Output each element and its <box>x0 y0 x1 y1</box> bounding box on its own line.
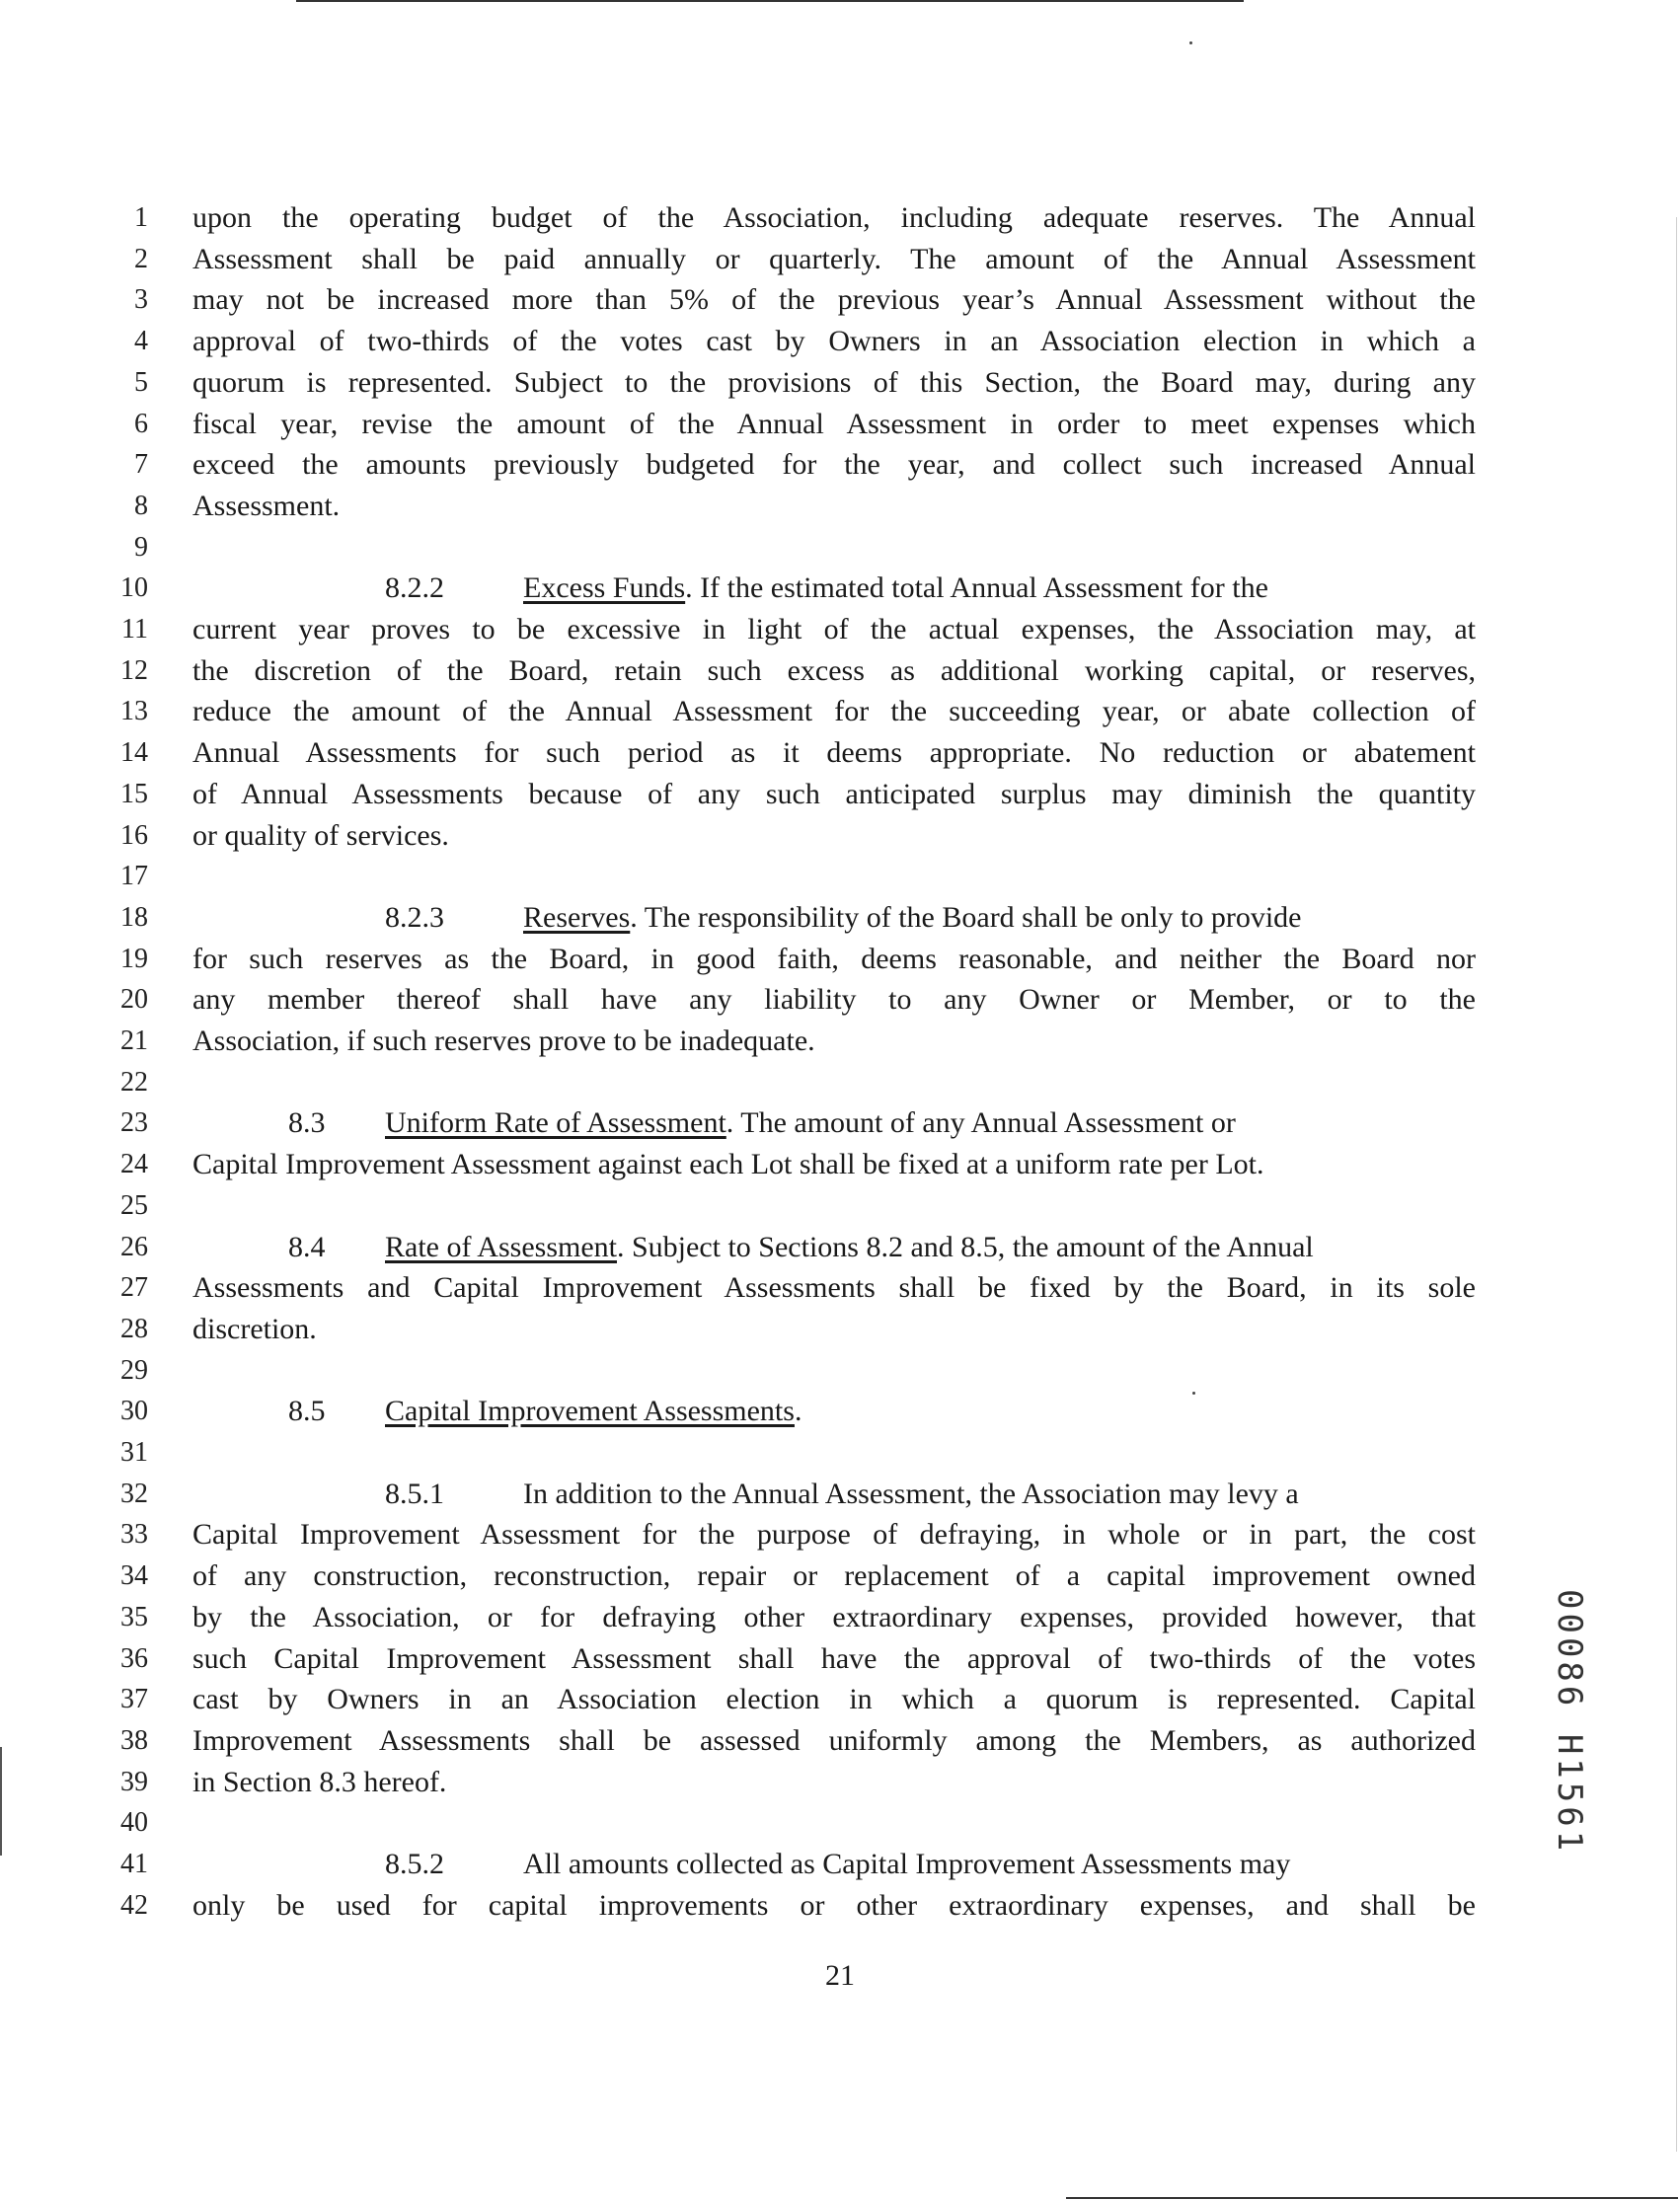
line-number: 28 <box>120 1313 148 1344</box>
line-number: 40 <box>120 1807 148 1839</box>
line-text <box>192 1474 1476 1514</box>
section-number: 8.3 <box>288 1106 326 1140</box>
document-line <box>0 527 1680 568</box>
document-line <box>0 1638 1680 1679</box>
line-number: 14 <box>120 737 148 769</box>
line-number: 1 <box>134 202 148 233</box>
document-line <box>0 486 1680 526</box>
section-text: . The amount of any Annual Assessment or <box>725 1106 1236 1140</box>
section-title: Excess Funds <box>523 571 686 605</box>
line-text: Assessments and Capital Improvement Assessments shall be fixed by the Board, in its sole <box>192 1271 1476 1305</box>
line-text: any member thereof shall have any liability to any Owner or Member, or to the <box>192 983 1476 1017</box>
document-line <box>0 1432 1680 1473</box>
line-text <box>192 1227 1476 1267</box>
line-number: 25 <box>120 1189 148 1221</box>
line-text <box>192 897 1476 938</box>
document-line <box>0 568 1680 608</box>
line-number: 7 <box>134 449 148 481</box>
line-number: 4 <box>134 326 148 357</box>
line-number: 23 <box>120 1107 148 1139</box>
line-number: 26 <box>120 1231 148 1262</box>
line-text: approval of two-thirds of the votes cast by Owners in an Association election in which a <box>192 325 1476 358</box>
line-text: reduce the amount of the Annual Assessment for the succeeding year, or abate collection of <box>192 695 1476 728</box>
document-line <box>0 1021 1680 1061</box>
document-line <box>0 239 1680 279</box>
line-text: current year proves to be excessive in light of the actual expenses, the Association may, at <box>192 613 1476 645</box>
document-line <box>0 1309 1680 1349</box>
scan-bottom-rule <box>1066 2197 1678 2199</box>
line-number: 2 <box>134 243 148 274</box>
document-line <box>0 1720 1680 1761</box>
line-number: 29 <box>120 1354 148 1386</box>
line-number: 35 <box>120 1601 148 1632</box>
line-number: 30 <box>120 1396 148 1427</box>
line-text: Association, if such reserves prove to be inadequate. <box>192 1024 815 1057</box>
line-text <box>192 1844 1476 1884</box>
document-line <box>0 1062 1680 1102</box>
side-stamp: 00086 H1561 <box>1550 1589 1589 1856</box>
document-line <box>0 897 1680 938</box>
line-text: Assessment shall be paid annually or quarterly. The amount of the Annual Assessment <box>192 242 1476 275</box>
section-text: . <box>794 1395 802 1428</box>
page-number: 21 <box>825 1959 855 1992</box>
line-text: the discretion of the Board, retain such excess as additional working capital, or reserves, <box>192 653 1476 687</box>
scan-top-rule <box>296 0 1244 2</box>
line-text: upon the operating budget of the Association, including adequate reserves. The Annual <box>192 201 1476 234</box>
line-text <box>192 568 1476 608</box>
line-text: such Capital Improvement Assessment shall have the approval of two-thirds of the votes <box>192 1641 1476 1675</box>
section-number: 8.5 <box>288 1395 326 1428</box>
document-line <box>0 856 1680 896</box>
line-text: Annual Assessments for such period as it deems appropriate. No reduction or abatement <box>192 736 1476 770</box>
line-number: 32 <box>120 1478 148 1509</box>
document-line <box>0 774 1680 814</box>
line-number: 18 <box>120 901 148 933</box>
section-title: Capital Improvement Assessments <box>385 1395 795 1428</box>
document-line <box>0 691 1680 731</box>
document-line <box>0 1350 1680 1391</box>
document-line <box>0 404 1680 444</box>
line-number: 27 <box>120 1272 148 1304</box>
line-number: 24 <box>120 1149 148 1180</box>
section-text: . If the estimated total Annual Assessment for the <box>685 571 1268 605</box>
document-line <box>0 1227 1680 1267</box>
line-number: 42 <box>120 1889 148 1921</box>
section-title: Uniform Rate of Assessment <box>385 1106 726 1140</box>
section-number: 8.5.2 <box>385 1848 444 1880</box>
line-number: 5 <box>134 366 148 398</box>
line-number: 12 <box>120 654 148 686</box>
section-number: 8.4 <box>288 1230 326 1263</box>
section-text: . The responsibility of the Board shall be only to provide <box>630 900 1302 934</box>
line-text: cast by Owners in an Association election in which a quorum is represented. Capital <box>192 1683 1476 1716</box>
line-text: Capital Improvement Assessment for the purpose of defraying, in whole or in part, the cost <box>192 1518 1476 1552</box>
document-line <box>0 1514 1680 1555</box>
document-line <box>0 939 1680 979</box>
line-number: 21 <box>120 1025 148 1056</box>
line-number: 10 <box>120 572 148 604</box>
line-text: Capital Improvement Assessment against each Lot shall be fixed at a uniform rate per Lot. <box>192 1148 1264 1181</box>
scan-speck <box>1189 41 1192 44</box>
line-number: 15 <box>120 778 148 809</box>
document-line <box>0 362 1680 403</box>
document-line <box>0 1102 1680 1143</box>
line-number: 34 <box>120 1560 148 1592</box>
section-text: In addition to the Annual Assessment, the Association may levy a <box>523 1477 1299 1510</box>
document-line <box>0 1185 1680 1226</box>
section-number: 8.2.3 <box>385 900 444 934</box>
line-number: 17 <box>120 861 148 892</box>
line-text: in Section 8.3 hereof. <box>192 1765 447 1798</box>
document-line <box>0 1144 1680 1184</box>
line-number: 31 <box>120 1437 148 1468</box>
line-text: quorum is represented. Subject to the provisions of this Section, the Board may, during any <box>192 365 1476 399</box>
line-number: 11 <box>121 614 148 645</box>
document-line <box>0 279 1680 320</box>
document-line <box>0 1802 1680 1843</box>
line-text: exceed the amounts previously budgeted for the year, and collect such increased Annual <box>192 448 1476 482</box>
line-number: 8 <box>134 490 148 521</box>
document-line <box>0 1762 1680 1802</box>
document-line <box>0 197 1680 238</box>
document-line <box>0 1391 1680 1431</box>
document-line <box>0 979 1680 1020</box>
line-number: 20 <box>120 984 148 1016</box>
line-text: only be used for capital improvements or other extraordinary expenses, and shall be <box>192 1888 1476 1922</box>
document-line <box>0 1597 1680 1637</box>
line-number: 39 <box>120 1766 148 1797</box>
document-line <box>0 815 1680 856</box>
line-text: of Annual Assessments because of any such anticipated surplus may diminish the quantity <box>192 777 1476 810</box>
line-number: 37 <box>120 1684 148 1715</box>
document-line <box>0 1474 1680 1514</box>
document-line <box>0 1679 1680 1719</box>
line-text: or quality of services. <box>192 818 449 852</box>
line-text: by the Association, or for defraying other extraordinary expenses, provided however, that <box>192 1600 1476 1633</box>
line-number: 22 <box>120 1066 148 1098</box>
line-number: 16 <box>120 819 148 851</box>
line-number: 38 <box>120 1724 148 1756</box>
document-line <box>0 444 1680 485</box>
section-text: All amounts collected as Capital Improvement Assessments may <box>523 1848 1291 1880</box>
line-number: 19 <box>120 943 148 974</box>
section-number: 8.2.2 <box>385 571 444 605</box>
section-title: Reserves <box>523 900 631 934</box>
section-text: . Subject to Sections 8.2 and 8.5, the amount of the Annual <box>616 1230 1314 1263</box>
section-title: Rate of Assessment <box>385 1230 617 1263</box>
line-text: fiscal year, revise the amount of the Annual Assessment in order to meet expenses which <box>192 407 1476 440</box>
line-text: Improvement Assessments shall be assessed uniformly among the Members, as authorized <box>192 1723 1476 1757</box>
line-text: for such reserves as the Board, in good faith, deems reasonable, and neither the Board nor <box>192 942 1476 975</box>
line-number: 41 <box>120 1849 148 1879</box>
line-number: 6 <box>134 408 148 439</box>
document-line <box>0 732 1680 773</box>
document-line <box>0 1844 1680 1884</box>
line-number: 13 <box>120 696 148 727</box>
document-line <box>0 1267 1680 1308</box>
line-text <box>192 1391 1476 1431</box>
line-number: 3 <box>134 284 148 316</box>
line-text: of any construction, reconstruction, repair or replacement of a capital improvement owned <box>192 1559 1476 1593</box>
line-number: 36 <box>120 1642 148 1674</box>
line-number: 9 <box>134 531 148 563</box>
line-text: discretion. <box>192 1312 317 1345</box>
document-line <box>0 1885 1680 1926</box>
document-line <box>0 1555 1680 1596</box>
document-line <box>0 609 1680 649</box>
line-text <box>192 1102 1476 1143</box>
line-number: 33 <box>120 1519 148 1551</box>
document-line <box>0 321 1680 361</box>
document-line <box>0 650 1680 691</box>
section-number: 8.5.1 <box>385 1477 444 1510</box>
line-text: Assessment. <box>192 489 341 522</box>
line-text: may not be increased more than 5% of the previous year’s Annual Assessment without the <box>192 283 1476 317</box>
